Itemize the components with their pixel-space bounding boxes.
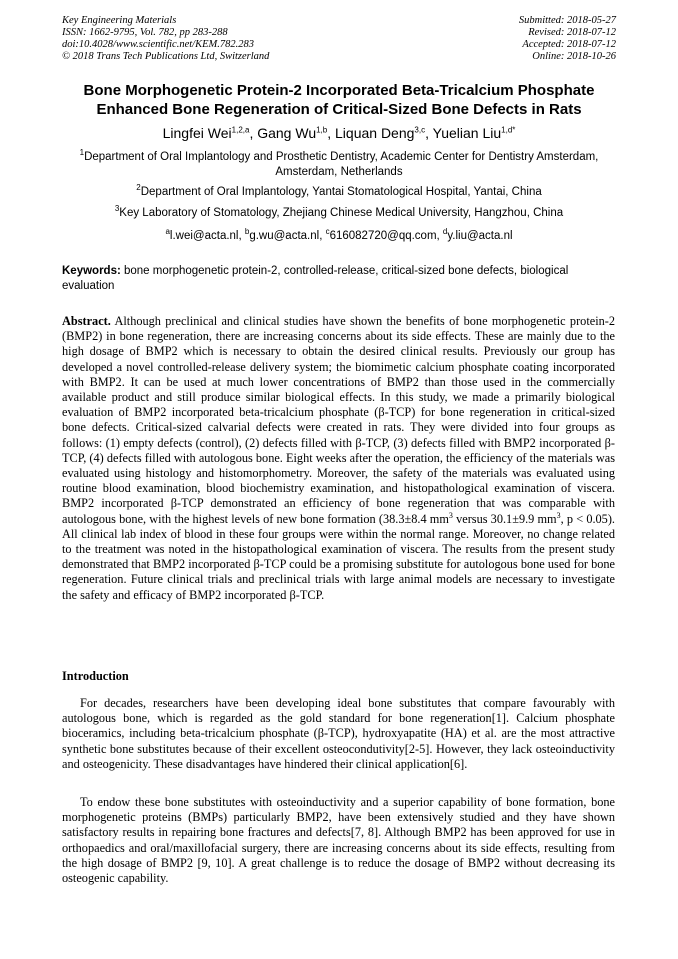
- author-separator: ,: [425, 125, 433, 141]
- online-date: Online: 2018-10-26: [532, 51, 616, 62]
- email-separator: ,: [319, 230, 326, 242]
- abstract-text: versus 30.1±9.9 mm: [452, 511, 557, 526]
- author-affil-marker: 1,d*: [501, 125, 516, 135]
- affiliation: [60, 150, 618, 179]
- author-name: Yuelian Liu: [432, 125, 502, 141]
- email-marker: a: [165, 227, 170, 237]
- email-marker: b: [244, 227, 250, 237]
- copyright-line: © 2018 Trans Tech Publications Ltd, Switzerland: [62, 51, 270, 62]
- revised-date: Revised: 2018-07-12: [528, 27, 616, 38]
- abstract-block: [62, 314, 615, 603]
- author-name: Lingfei Wei: [162, 125, 232, 141]
- body-paragraph: For decades, researchers have been developing ideal bone substitutes that compare favourably with autologous bone, which is regarded as the gold standard for bone regeneration[1]. Calcium phosphate bioceramics, including beta-tricalcium phosphate (β-TCP), hydroxyapatite (HA) et al. are the most attractive synthetic bone substitutes because of their excellent osteocondutivity[2-5]. However, they lack osteoinductivity and osteogenicity. These disadvantages have hindered their clinical application[6].: [62, 696, 615, 771]
- body-paragraph: To endow these bone substitutes with osteoinductivity and a superior capability of bone formation, bone morphogenetic proteins (BMPs) particularly BMP2, have been extensively studied and they have shown satisfactory results in repairing bone fractures and defects[7, 8]. Although BMP2 has been approved for use in orthopaedics and oral/maxillofacial surgery, there are increasing concerns about its side effects, resulting from the high dosage of BMP2 [9, 10]. A great challenge is to reduce the dosage of BMP2 without decreasing its osteogenic capability.: [62, 795, 615, 886]
- author-affil-marker: 1,b: [316, 125, 328, 135]
- email-marker: d: [442, 227, 448, 237]
- email-list: [60, 229, 618, 243]
- author-separator: ,: [327, 125, 336, 141]
- author-name: Liquan Deng: [335, 125, 415, 141]
- paper-title: [40, 81, 638, 119]
- doi-link[interactable]: doi:10.4028/www.scientific.net/KEM.782.283: [62, 39, 254, 50]
- author-affil-marker: 1,2,a: [231, 125, 250, 135]
- section-heading: Introduction: [62, 669, 129, 683]
- affiliation-text: Key Laboratory of Stomatology, Zhejiang Chinese Medical University, Hangzhou, China: [119, 207, 564, 219]
- keywords-text: bone morphogenetic protein-2, controlled-release, critical-sized bone defects, biological evaluation: [62, 265, 569, 292]
- abstract-text: Although preclinical and clinical studies have shown the benefits of bone morphogenetic protein-2 (BMP2) in bone regeneration, there are increasing concerns about its side effects. These are mainly due to the high dosage of BMP2 which is necessary to obtain the desired clinical results. Previously our group has developed a novel controlled-release delivery system; the biomimetic calcium phosphate coating incorporated with BMP2. It can be used at much lower concentrations of BMP2 than those used in the commercially available product and still produce similar biological effects. In this study, we made a primarily biological evaluation of BMP2 incorporated beta-tricalcium phosphate (β-TCP) for bone regeneration in critical-sized bone defects. Critical-sized calvarial defects were created in rats. They were divided into four groups as follows: (1) empty defects (control), (2) defects filled with β-TCP, (3) defects filled with BMP2 incorporated β-TCP, (4) defects filled with autologous bone. Eight weeks after the operation, the efficiency of the materials was evaluated using histology and histomorphometry. Moreover, the safety of the materials was evaluated using routine blood examination, blood biochemistry examination, and histopathological examination of viscera. BMP2 incorporated β-TCP demonstrated an efficiency of bone regeneration that was comparable with autologous bone, with the highest levels of new bone formation (38.3±8.4 mm: [62, 314, 615, 526]
- keywords-block: [62, 264, 615, 293]
- journal-header: [62, 15, 269, 63]
- affiliation-marker: 3: [114, 204, 120, 214]
- unit-exponent: 3: [556, 510, 561, 520]
- affiliation-text: Department of Oral Implantology and Prosthetic Dentistry, Academic Center for Dentistry Amsterdam, Amsterdam, Netherlands: [84, 151, 599, 178]
- email-separator: ,: [238, 230, 245, 242]
- author-separator: ,: [249, 125, 258, 141]
- email-link[interactable]: y.liu@acta.nl: [447, 230, 513, 242]
- journal-name: Key Engineering Materials: [62, 15, 177, 26]
- abstract-label: Abstract.: [62, 314, 111, 328]
- affiliation-marker: 2: [136, 183, 141, 193]
- email-separator: ,: [436, 230, 443, 242]
- email-link[interactable]: 616082720@qq.com: [329, 230, 437, 242]
- author-affil-marker: 3,c: [414, 125, 426, 135]
- issn-line: ISSN: 1662-9795, Vol. 782, pp 283-288: [62, 27, 228, 38]
- affiliation: [60, 185, 618, 200]
- title-line: Bone Morphogenetic Protein-2 Incorporated Beta-Tricalcium Phosphate: [83, 82, 595, 99]
- affiliation-marker: 1: [79, 148, 85, 158]
- accepted-date: Accepted: 2018-07-12: [522, 39, 616, 50]
- abstract-text: , p < 0.05). All clinical lab index of blood in these four groups were within the normal range. Moreover, no change related to the treatment was noted in the histopathological examination of viscera. The results from the present study demonstrated that BMP2 incorporated β-TCP could be a promising substitute for autologous bone used for bone regeneration. Future clinical trials and preclinical trials with large animal models are necessary to investigate the safety and efficacy of BMP2 incorporated β-TCP.: [62, 511, 616, 602]
- title-line: Enhanced Bone Regeneration of Critical-Sized Bone Defects in Rats: [96, 101, 582, 118]
- affiliation-text: Department of Oral Implantology, Yantai Stomatological Hospital, Yantai, China: [140, 186, 542, 198]
- author-list: [40, 124, 638, 142]
- dates-header: [519, 15, 616, 63]
- submitted-date: Submitted: 2018-05-27: [518, 15, 616, 26]
- keywords-label: Keywords:: [62, 265, 121, 277]
- email-marker: c: [325, 227, 330, 237]
- unit-exponent: 3: [448, 510, 453, 520]
- affiliation: [60, 206, 618, 221]
- author-name: Gang Wu: [257, 125, 317, 141]
- email-link[interactable]: g.wu@acta.nl: [249, 230, 320, 242]
- email-link[interactable]: l.wei@acta.nl: [169, 230, 239, 242]
